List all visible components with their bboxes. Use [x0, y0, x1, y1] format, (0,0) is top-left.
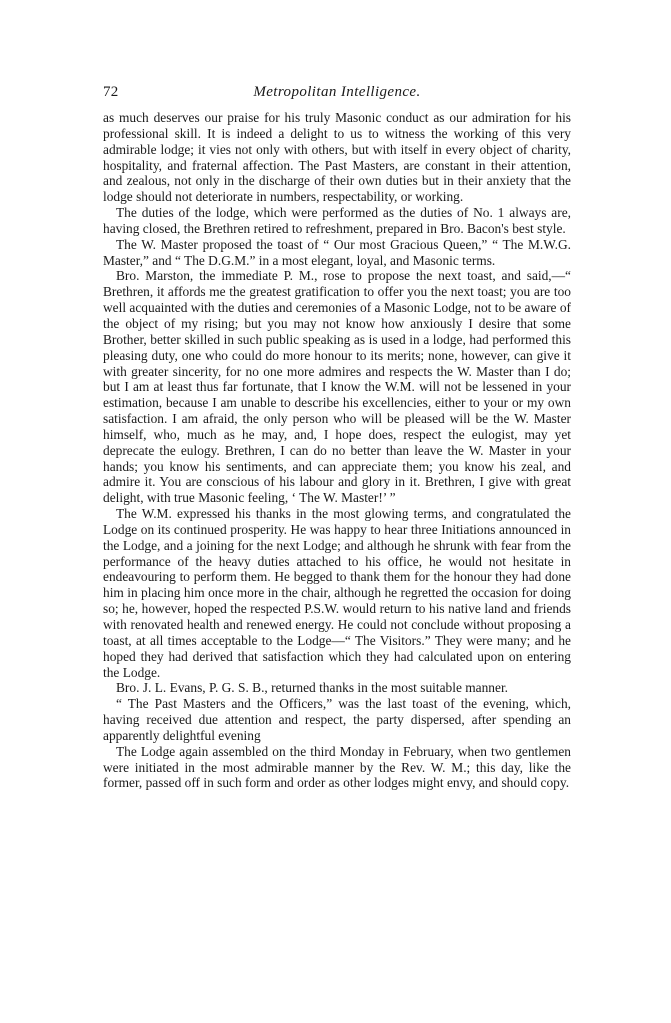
paragraph-lodge-praise: as much deserves our praise for his truly Masonic conduct as our admiration for his professional skill. It is indeed a delight to us to witness the working of this very admirable lodge; it vies not only with others, but with itself in every object of charity, hospitality, and fraternal affection. The Past Masters, are constant in their attention, and zealous, not only in the discharge of their own duties but in their anxiety that the lodge should not deteriorate in numbers, respectability, or working. — [103, 110, 571, 205]
paragraph-wm-reply: The W.M. expressed his thanks in the most glowing terms, and congratulated the Lodge on its continued prosperity. He was happy to hear three Initiations announced in the Lodge, and a joining for the next Lodge; and although he shrunk with fear from the performance of the heavy duties attached to his office, he would not hesitate in endeavouring to perform them. He begged to thank them for the honour they had done him in placing him once more in the chair, although he regretted the occasion for doing so; he, however, hoped the respected P.S.W. would return to his native land and friends with renovated health and renewed energy. He could not conclude without proposing a toast, at all times acceptable to the Lodge—“ The Visitors.” They were many; and he hoped they had derived that satisfaction which they had calculated upon on entering the Lodge. — [103, 506, 571, 680]
article-body — [103, 110, 571, 791]
paragraph-marston-speech: Bro. Marston, the immediate P. M., rose to propose the next toast, and said,—“ Brethren, it affords me the greatest gratification to offer you the next toast; you are too well acquainted with the duties and ceremonies of a Masonic Lodge, not to be aware of the object of my rising; but you may not know how anxiously I desire that some Brother, better skilled in such public speaking as is used in a lodge, had performed this pleasing duty, one who could do more honour to its merits; none, however, can give it with greater sincerity, for no one more admires and respects the W. Master than I do; but I am at least thus far fortunate, that I know the W.M. will not be lessened in your estimation, because I am unable to describe his excellencies, either to your or my own satisfaction. I am afraid, the only person who will be pleased will be the W. Master himself, who, much as he may, and, I hope does, respect the eulogist, may yet deprecate the eulogy. Brethren, I can do no better than leave the W. Master in your hands; you know his sentiments, and can appreciate them; you know his zeal, and admire it. You are conscious of his labour and glory in it. Brethren, I give with great delight, with true Masonic feeling, ‘ The W. Master!’ ” — [103, 268, 571, 506]
paragraph-last-toast: “ The Past Masters and the Officers,” was the last toast of the evening, which, having received due attention and respect, the party dispersed, after spending an apparently delightful evening — [103, 696, 571, 743]
page-number: 72 — [103, 84, 119, 100]
paragraph-february-meeting: The Lodge again assembled on the third Monday in February, when two gentlemen were initiated in the most admirable manner by the Rev. W. M.; this day, like the former, passed off in such form and order as other lodges might envy, and should copy. — [103, 743, 571, 791]
paragraph-evans-thanks: Bro. J. L. Evans, P. G. S. B., returned thanks in the most suitable manner. — [116, 680, 509, 696]
paragraph-refreshment: The duties of the lodge, which were performed as the duties of No. 1 always are, having closed, the Brethren retired to refreshment, prepared in Bro. Bacon's best style. — [103, 205, 571, 236]
book-page — [103, 84, 571, 791]
paragraph-loyal-toasts: The W. Master proposed the toast of “ Our most Gracious Queen,” “ The M.W.G. Master,” and “ The D.G.M.” in a most elegant, loyal, and Masonic terms. — [103, 236, 571, 268]
running-title: Metropolitan Intelligence. — [253, 84, 421, 100]
running-head — [103, 84, 571, 110]
